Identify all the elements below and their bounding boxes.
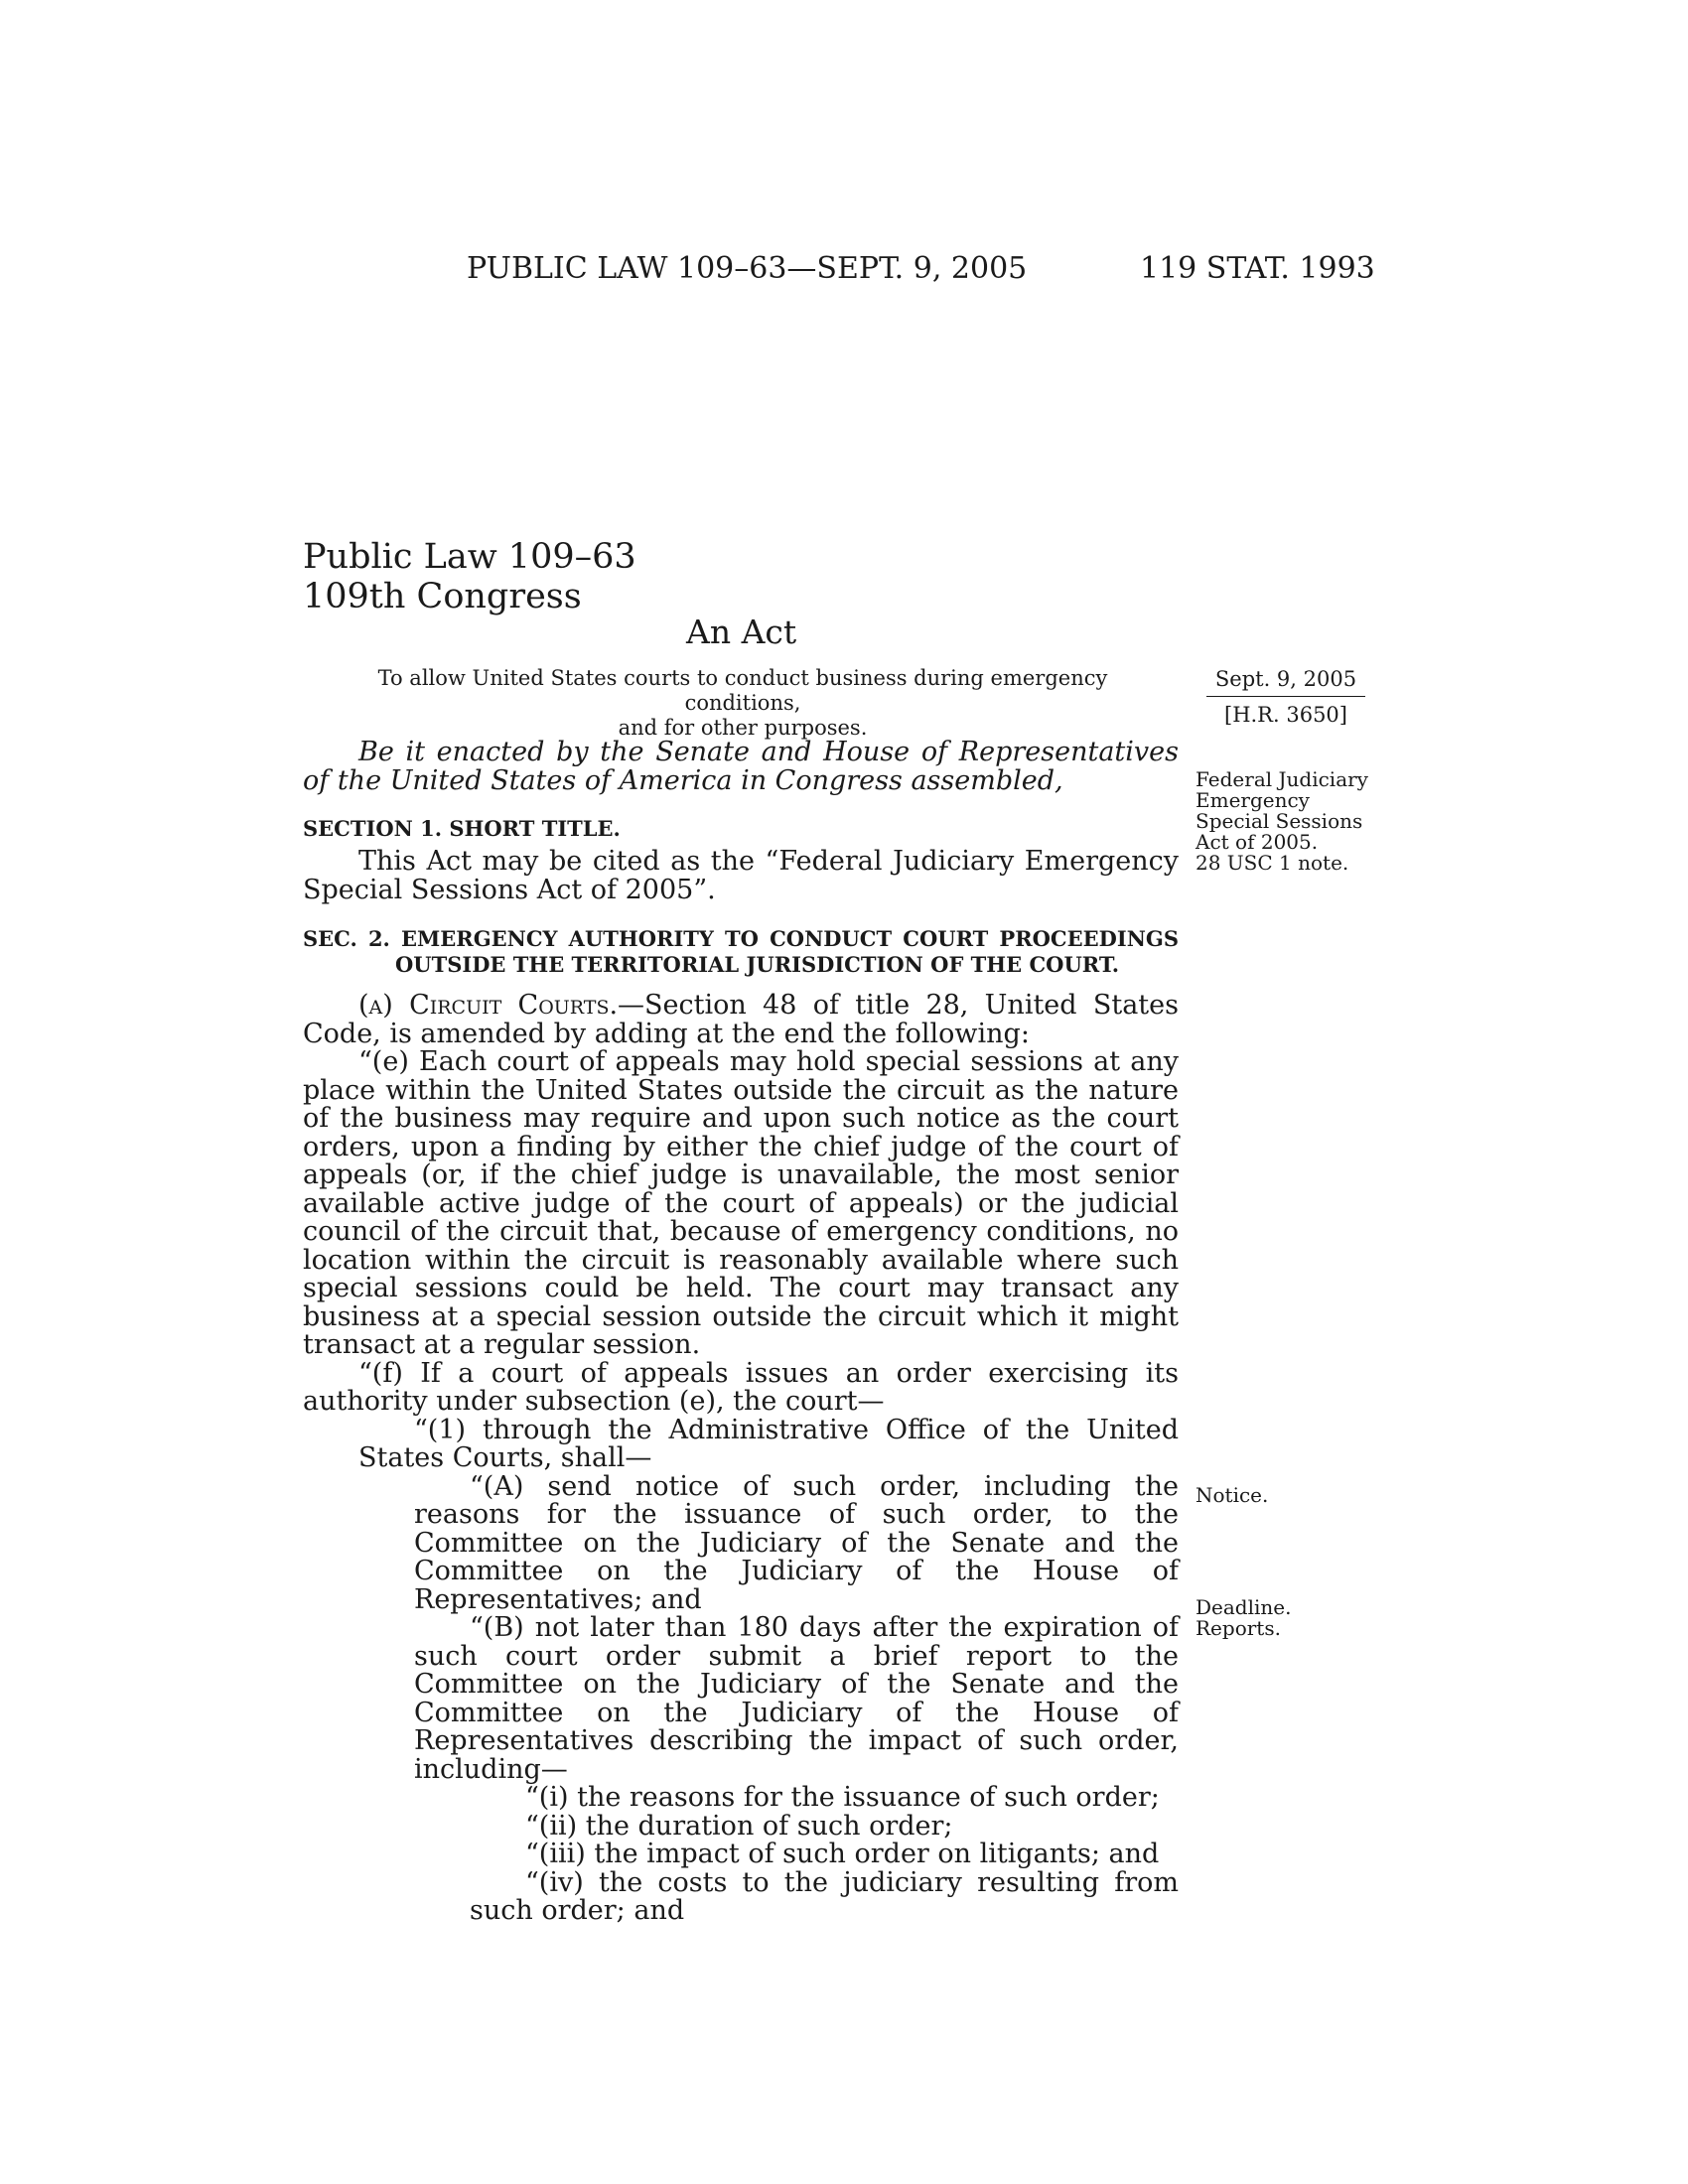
section-1-heading: SECTION 1. SHORT TITLE. — [303, 816, 621, 841]
statute-body — [303, 739, 1179, 1926]
paragraph-e: “(e) Each court of appeals may hold special sessions at any place within the United States outside the circuit as the nature of the business may require and upon such notice as the court orders, upon a finding by either the chief judge of the court of appeals (or, if the chief judge is unavailable, the most senior available active judge of the court of appeals) or the judicial council of the circuit that, because of emergency conditions, no location within the circuit is reasonably available where such special sessions could be held. The court may transact any business at a special session outside the circuit which it might transact at a regular session. — [303, 1046, 1179, 1360]
margin-note-notice: Notice. — [1196, 1483, 1269, 1507]
enacting-clause: Be it enacted by the Senate and House of Representatives of the United States of America in Congress assembled, — [303, 737, 1179, 796]
margin-note-line: Emergency — [1196, 788, 1310, 812]
clause-ii: “(ii) the duration of such order; — [525, 1810, 953, 1842]
running-head-title: PUBLIC LAW 109–63—SEPT. 9, 2005 — [467, 251, 1028, 286]
section-1-text: This Act may be cited as the “Federal Judiciary Emergency Special Sessions Act of 2005”. — [303, 846, 1179, 905]
clause-i: “(i) the reasons for the issuance of such order; — [525, 1782, 1160, 1813]
purpose-line-2: and for other purposes. — [618, 716, 868, 740]
enactment-date: Sept. 9, 2005 — [1206, 667, 1365, 697]
subparagraph-f-A: “(A) send notice of such order, including the reasons for the issuance of such order, to the Committee on the Judiciary of the Senate and the Committee on the Judiciary of the House of Representatives; and — [414, 1470, 1179, 1615]
margin-note-deadline — [1196, 1597, 1291, 1639]
clause-iii: “(iii) the impact of such order on litigants; and — [525, 1839, 1160, 1869]
margin-note-line: Deadline. — [1196, 1595, 1292, 1619]
subsection-a-text: —Section 48 of title 28, United States Code, is amended by adding at the end the following: — [303, 990, 1179, 1049]
margin-date-note — [1206, 667, 1365, 728]
law-identification — [303, 537, 636, 616]
bill-number: [H.R. 3650] — [1224, 703, 1347, 727]
section-2-heading: SEC. 2. EMERGENCY AUTHORITY TO CONDUCT COURT PROCEEDINGS OUTSIDE THE TERRITORIAL JURISDICTION OF THE COURT. — [303, 926, 1179, 977]
purpose-clause — [320, 666, 1166, 741]
subparagraph-f-B: “(B) not later than 180 days after the expiration of such court order submit a brief report to the Committee on the Judiciary of the Senate and the Committee on the Judiciary of the House of Representatives describing the impact of such order, including— — [414, 1612, 1179, 1785]
running-head — [0, 251, 1688, 291]
paragraph-f-1: “(1) through the Administrative Office of the United States Courts, shall— — [358, 1414, 1179, 1473]
margin-note-line: Special Sessions — [1196, 809, 1363, 833]
margin-note-line: Reports. — [1196, 1616, 1281, 1640]
purpose-line-1: To allow United States courts to conduct business during emergency conditions, — [377, 666, 1108, 715]
margin-note-line: Federal Judiciary — [1196, 767, 1368, 791]
margin-note-line: 28 USC 1 note. — [1196, 851, 1349, 875]
subsection-a-label: (a) Circuit Courts. — [358, 990, 619, 1021]
margin-note-short-title — [1196, 769, 1368, 874]
clause-iv: “(iv) the costs to the judiciary resulting from such order; and — [470, 1866, 1179, 1926]
act-title: An Act — [686, 613, 797, 651]
public-law-number: Public Law 109–63 — [303, 537, 636, 577]
subsection-a — [303, 992, 1179, 1048]
paragraph-f: “(f) If a court of appeals issues an order exercising its authority under subsection (e), the court— — [303, 1357, 1179, 1417]
running-head-page-number: 119 STAT. 1993 — [1140, 251, 1375, 286]
margin-note-line: Act of 2005. — [1196, 830, 1319, 854]
congress-number: 109th Congress — [303, 577, 582, 616]
